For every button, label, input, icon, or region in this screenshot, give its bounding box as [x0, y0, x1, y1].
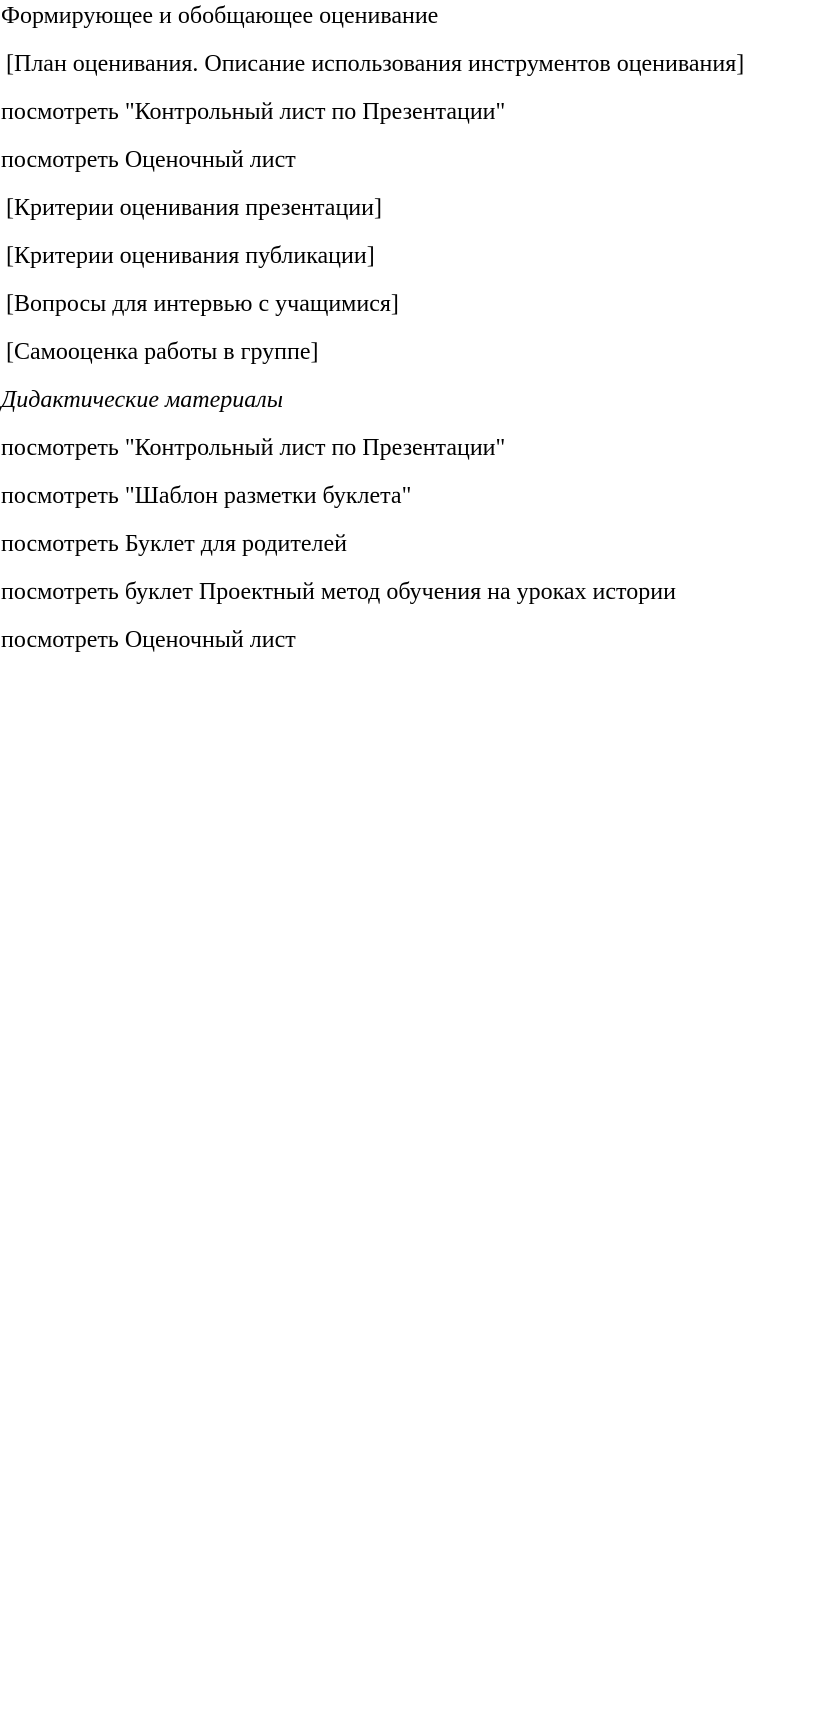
link-parents-booklet[interactable]: посмотреть Буклет для родителей: [1, 531, 347, 557]
link-group-self-assessment[interactable]: [Самооценка работы в группе]: [6, 339, 319, 365]
link-assessment-plan[interactable]: [План оценивания. Описание использования инструментов оценивания]: [6, 51, 745, 77]
section-heading-didactic-materials: Дидактические материалы: [1, 387, 283, 413]
link-presentation-checklist[interactable]: посмотреть "Контрольный лист по Презентации": [1, 99, 506, 125]
document-body: [0, 0, 816, 674]
link-interview-questions[interactable]: [Вопросы для интервью с учащимися]: [6, 291, 399, 317]
link-project-method-booklet[interactable]: посмотреть буклет Проектный метод обучения на уроках истории: [1, 579, 676, 605]
link-publication-criteria[interactable]: [Критерии оценивания публикации]: [6, 243, 375, 269]
link-presentation-checklist-2[interactable]: посмотреть "Контрольный лист по Презентации": [1, 435, 506, 461]
link-evaluation-sheet[interactable]: посмотреть Оценочный лист: [1, 147, 296, 173]
link-evaluation-sheet-2[interactable]: посмотреть Оценочный лист: [1, 627, 296, 653]
link-booklet-template[interactable]: посмотреть "Шаблон разметки буклета": [1, 483, 412, 509]
link-presentation-criteria[interactable]: [Критерии оценивания презентации]: [6, 195, 382, 221]
section-heading-assessment: Формирующее и обобщающее оценивание: [1, 3, 439, 29]
